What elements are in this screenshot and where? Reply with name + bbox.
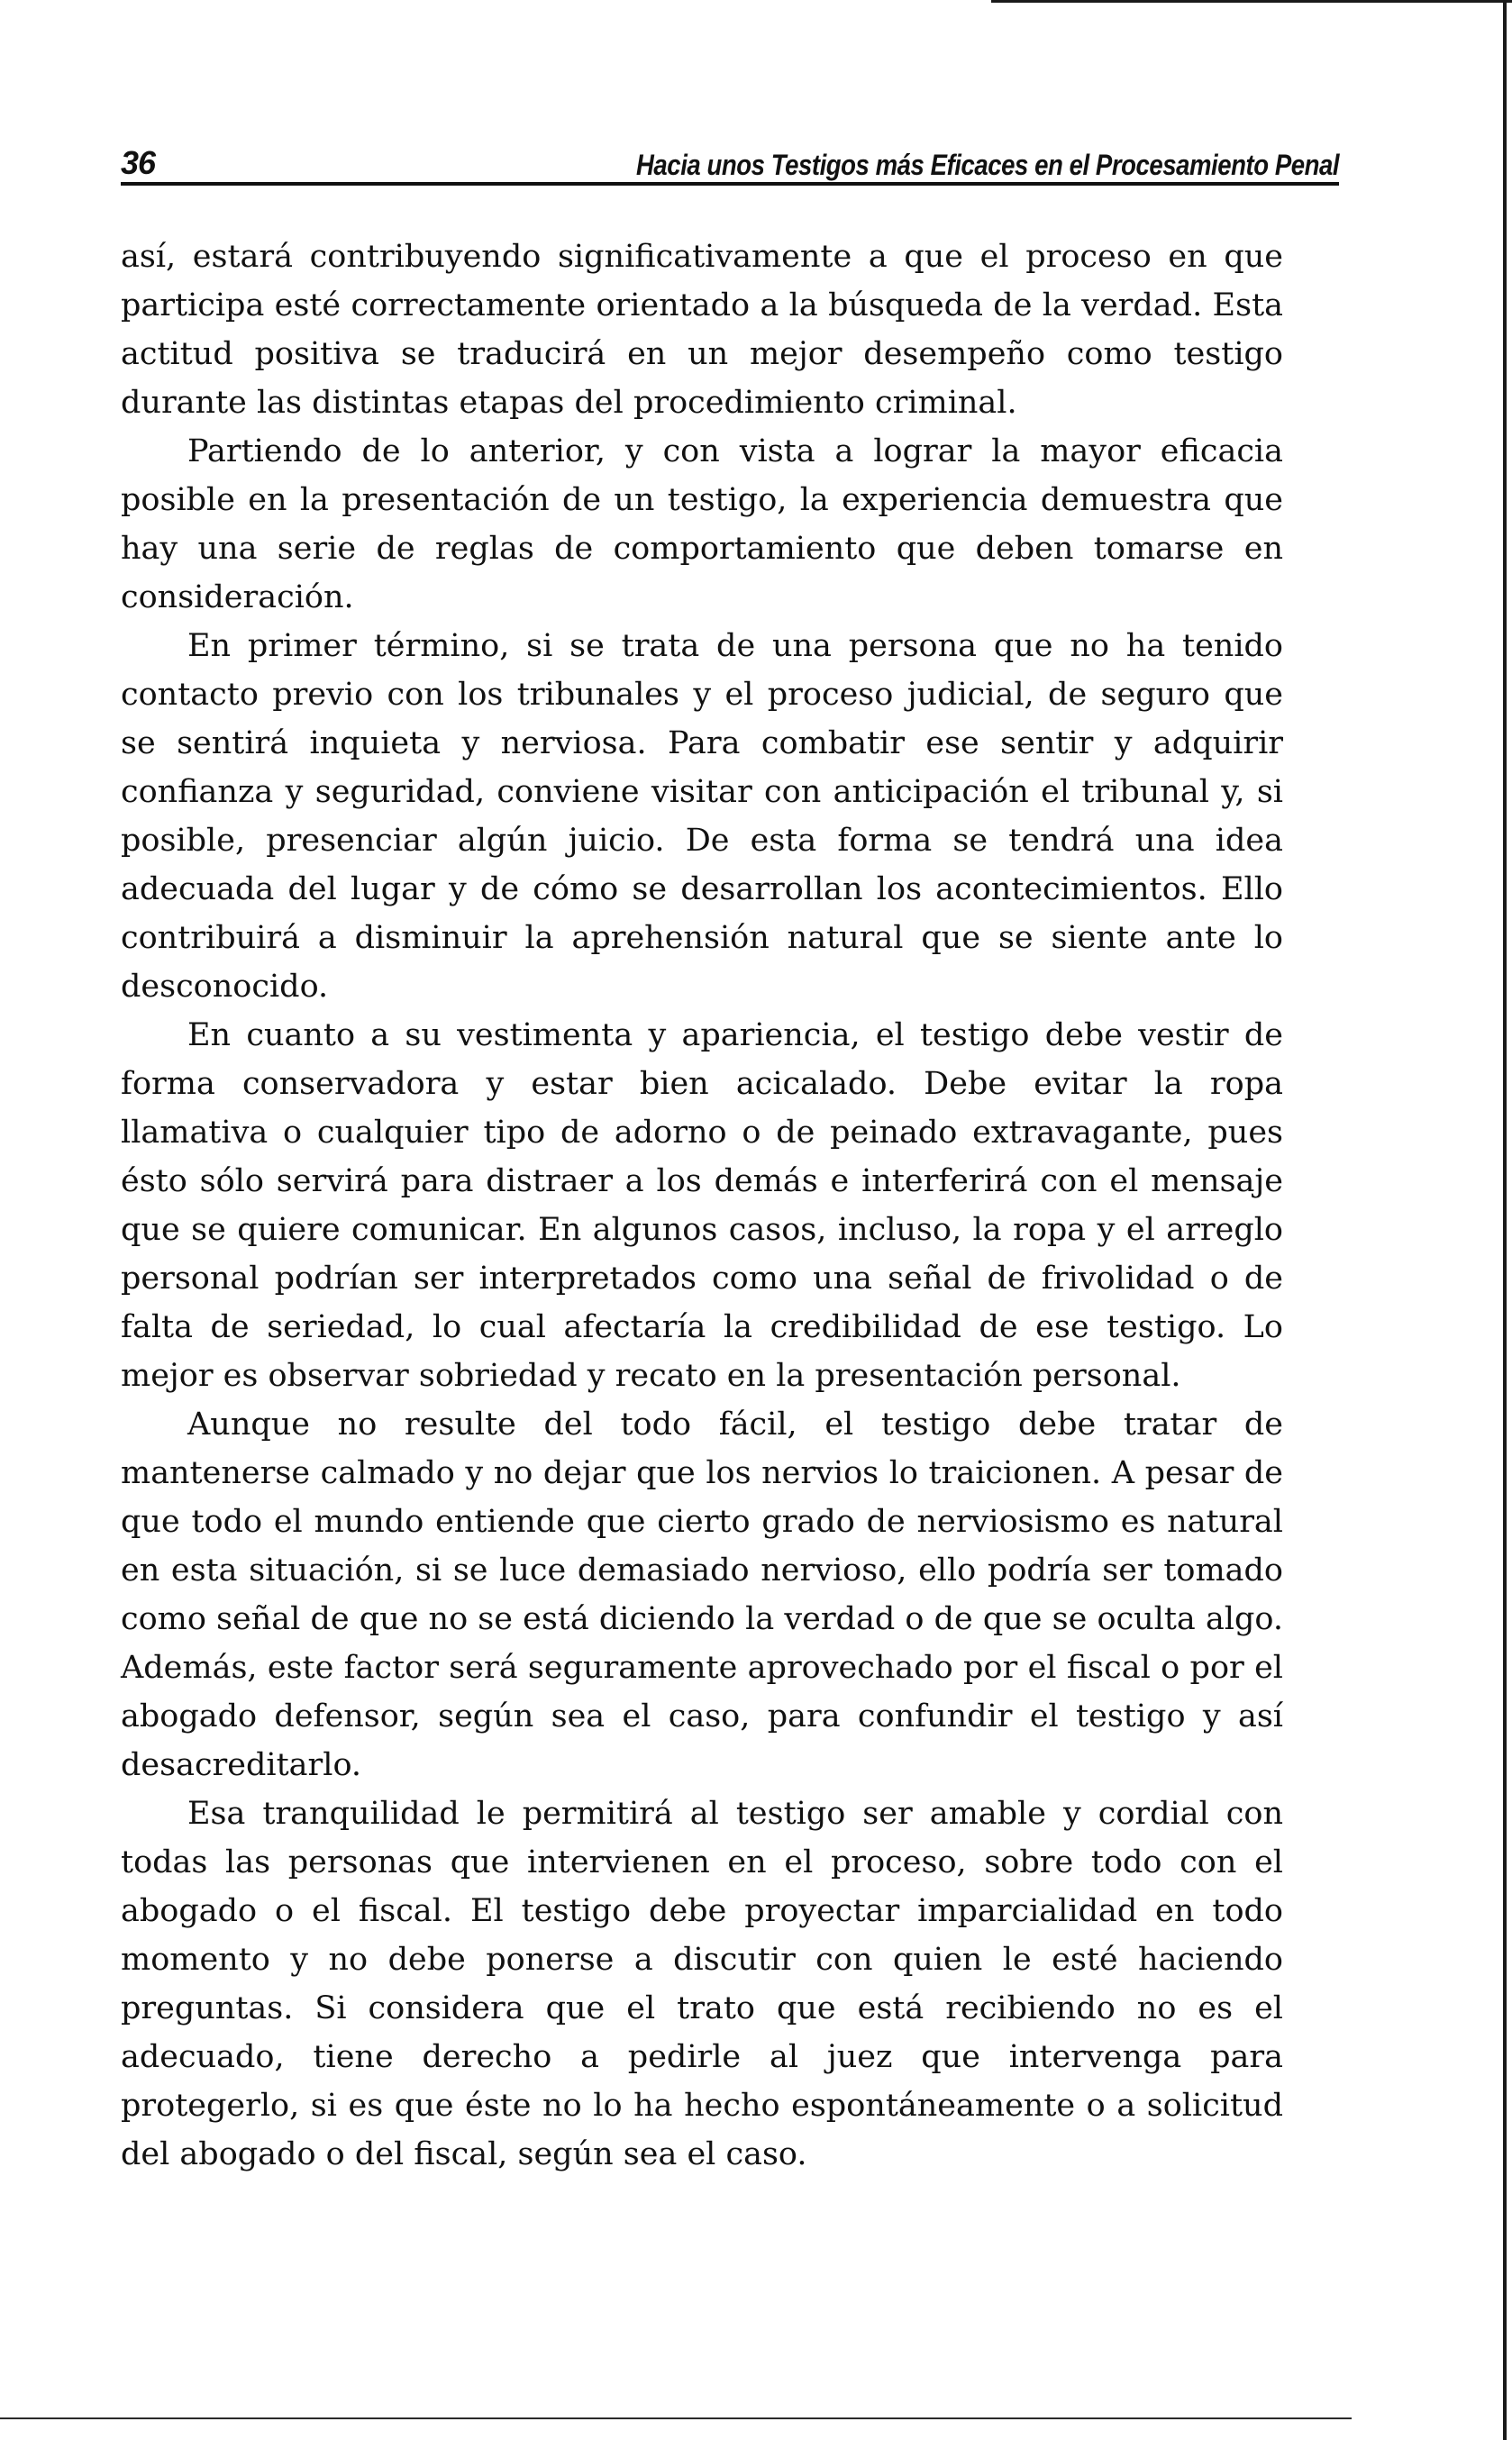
body-text (121, 232, 1283, 2179)
running-title: Hacia unos Testigos más Eficaces en el Procesamiento Penal (635, 149, 1339, 181)
paragraph: Aunque no resulte del todo fácil, el testigo debe tratar de mantenerse calmado y no dejar que los nervios lo traicionen. A pesar de que todo el mundo entiende que cierto grado de nerviosismo es natural en esta situación, si se luce demasiado nervioso, ello podría ser tomado como señal de que no se está diciendo la verdad o de que se oculta algo. Además, este factor será seguramente aprovechado por el fiscal o por el abogado defensor, según sea el caso, para confundir el testigo y así desacreditarlo. (121, 1407, 1283, 1783)
paragraph: Esa tranquilidad le permitirá al testigo ser amable y cordial con todas las personas que intervienen en el proceso, sobre todo con el abogado o el fiscal. El testigo debe proyectar imparcialidad en todo momento y no debe ponerse a discutir con quien le esté haciendo preguntas. Si considera que el trato que está recibiendo no es el adecuado, tiene derecho a pedirle al juez que intervenga para protegerlo, si es que éste no lo ha hecho espontáneamente o a solicitud del abogado o del fiscal, según sea el caso. (121, 1796, 1283, 2172)
paragraph-continued: así, estará contribuyendo significativamente a que el proceso en que participa esté correctamente orientado a la búsqueda de la verdad. Esta actitud positiva se traducirá en un mejor desempeño como testigo durante las distintas etapas del procedimiento criminal. (121, 239, 1283, 421)
paragraph: En cuanto a su vestimenta y apariencia, el testigo debe vestir de forma conservadora y estar bien acicalado. Debe evitar la ropa llamativa o cualquier tipo de adorno o de peinado extravagante, pues ésto sólo servirá para distraer a los demás e interferirá con el mensaje que se quiere comunicar. En algunos casos, incluso, la ropa y el arreglo personal podrían ser interpretados como una señal de frivolidad o de falta de seriedad, lo cual afectaría la credibilidad de ese testigo. Lo mejor es observar sobriedad y recato en la presentación personal. (121, 1017, 1283, 1394)
paragraph: En primer término, si se trata de una persona que no ha tenido contacto previo con los tribunales y el proceso judicial, de seguro que se sentirá inquieta y nerviosa. Para combatir ese sentir y adquirir confianza y seguridad, conviene visitar con anticipación el tribunal y, si posible, presenciar algún juicio. De esta forma se tendrá una idea adecuada del lugar y de cómo se desarrollan los acontecimientos. Ello contribuirá a disminuir la aprehensión natural que se siente ante lo desconocido. (121, 628, 1283, 1005)
page-number: 36 (121, 144, 156, 181)
scan-top-edge-line (991, 0, 1512, 3)
page-header (121, 144, 1339, 186)
scan-right-edge-line (1503, 0, 1507, 2440)
header-rule (121, 182, 1339, 186)
paragraph: Partiendo de lo anterior, y con vista a lograr la mayor eficacia posible en la presentación de un testigo, la experiencia demuestra que hay una serie de reglas de comportamiento que deben tomarse en consideración. (121, 433, 1283, 615)
scan-bottom-edge-line (0, 2417, 1352, 2419)
